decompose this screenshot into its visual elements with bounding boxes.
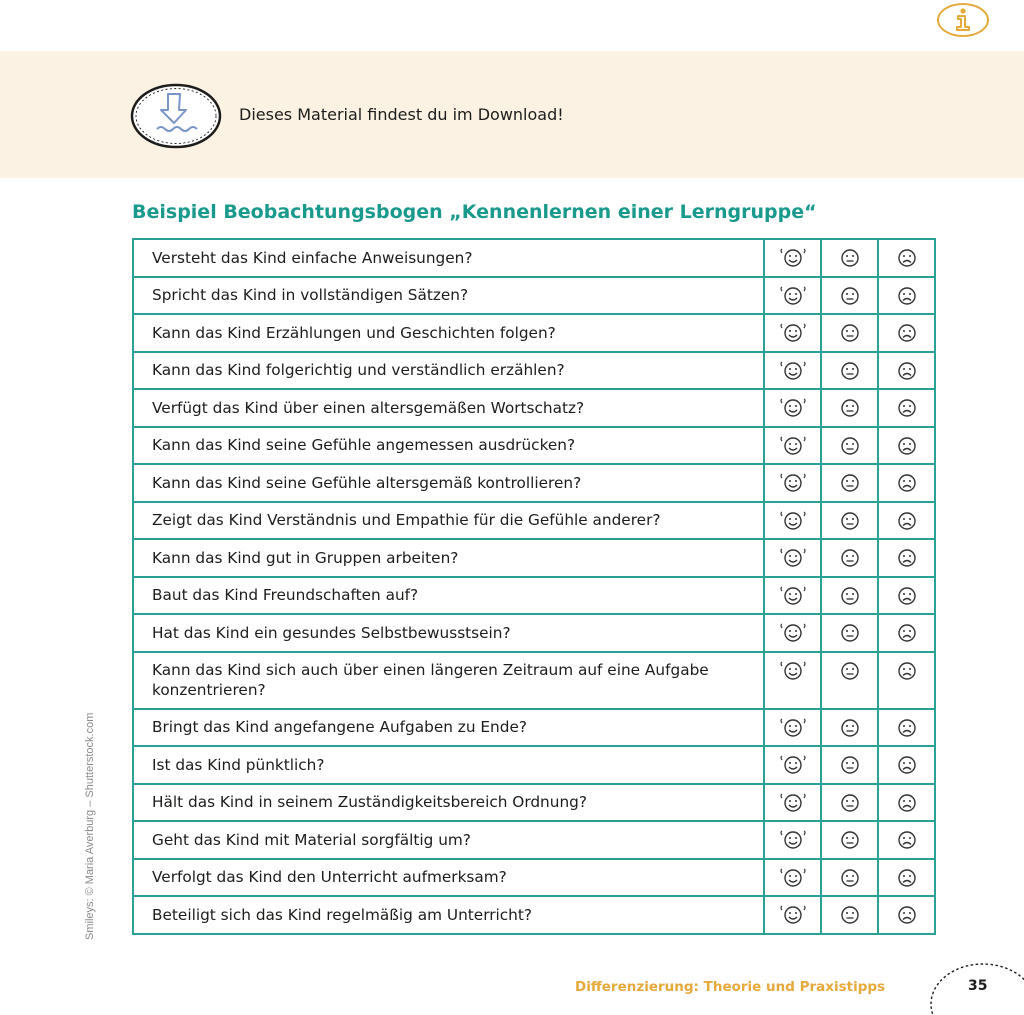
happy-face-icon xyxy=(779,793,807,817)
happy-face-icon xyxy=(779,661,807,685)
rating-cell-happy[interactable] xyxy=(764,539,821,577)
happy-face-icon xyxy=(779,323,807,347)
rating-cell-neutral[interactable] xyxy=(821,539,878,577)
table-row xyxy=(133,652,935,709)
rating-cell-sad[interactable] xyxy=(878,896,935,934)
question-cell: Kann das Kind gut in Gruppen arbeiten? xyxy=(133,539,764,577)
rating-cell-sad[interactable] xyxy=(878,277,935,315)
happy-face-icon xyxy=(779,436,807,460)
rating-cell-neutral[interactable] xyxy=(821,652,878,709)
rating-cell-sad[interactable] xyxy=(878,502,935,540)
table-row xyxy=(133,352,935,390)
sad-face-icon xyxy=(896,436,918,460)
rating-cell-neutral[interactable] xyxy=(821,464,878,502)
rating-cell-neutral[interactable] xyxy=(821,277,878,315)
rating-cell-sad[interactable] xyxy=(878,709,935,747)
question-cell: Beteiligt sich das Kind regelmäßig am Unterricht? xyxy=(133,896,764,934)
rating-cell-neutral[interactable] xyxy=(821,896,878,934)
rating-cell-happy[interactable] xyxy=(764,821,821,859)
question-cell: Kann das Kind seine Gefühle angemessen ausdrücken? xyxy=(133,427,764,465)
sad-face-icon xyxy=(896,548,918,572)
rating-cell-neutral[interactable] xyxy=(821,314,878,352)
question-cell: Kann das Kind sich auch über einen längeren Zeitraum auf eine Aufgabe konzentrieren? xyxy=(133,652,764,709)
happy-face-icon xyxy=(779,586,807,610)
rating-cell-happy[interactable] xyxy=(764,746,821,784)
question-cell: Kann das Kind seine Gefühle altersgemäß kontrollieren? xyxy=(133,464,764,502)
table-row xyxy=(133,502,935,540)
happy-face-icon xyxy=(779,905,807,929)
happy-face-icon xyxy=(779,398,807,422)
neutral-face-icon xyxy=(839,398,861,422)
rating-cell-sad[interactable] xyxy=(878,539,935,577)
sad-face-icon xyxy=(896,323,918,347)
sad-face-icon xyxy=(896,793,918,817)
rating-cell-neutral[interactable] xyxy=(821,577,878,615)
sad-face-icon xyxy=(896,473,918,497)
neutral-face-icon xyxy=(839,511,861,535)
rating-cell-sad[interactable] xyxy=(878,614,935,652)
question-cell: Kann das Kind Erzählungen und Geschichten folgen? xyxy=(133,314,764,352)
neutral-face-icon xyxy=(839,323,861,347)
download-icon xyxy=(130,83,222,149)
sad-face-icon xyxy=(896,905,918,929)
rating-cell-neutral[interactable] xyxy=(821,239,878,277)
table-row xyxy=(133,239,935,277)
question-cell: Baut das Kind Freundschaften auf? xyxy=(133,577,764,615)
sad-face-icon xyxy=(896,661,918,685)
table-row xyxy=(133,539,935,577)
rating-cell-happy[interactable] xyxy=(764,427,821,465)
question-cell: Verfügt das Kind über einen altersgemäßen Wortschatz? xyxy=(133,389,764,427)
rating-cell-happy[interactable] xyxy=(764,464,821,502)
sad-face-icon xyxy=(896,623,918,647)
info-icon xyxy=(937,3,989,37)
happy-face-icon xyxy=(779,361,807,385)
rating-cell-happy[interactable] xyxy=(764,389,821,427)
happy-face-icon xyxy=(779,755,807,779)
table-row xyxy=(133,314,935,352)
table-row xyxy=(133,389,935,427)
rating-cell-happy[interactable] xyxy=(764,652,821,709)
neutral-face-icon xyxy=(839,718,861,742)
neutral-face-icon xyxy=(839,286,861,310)
rating-cell-neutral[interactable] xyxy=(821,614,878,652)
happy-face-icon xyxy=(779,286,807,310)
neutral-face-icon xyxy=(839,586,861,610)
rating-cell-happy[interactable] xyxy=(764,277,821,315)
rating-cell-happy[interactable] xyxy=(764,239,821,277)
neutral-face-icon xyxy=(839,830,861,854)
happy-face-icon xyxy=(779,718,807,742)
question-cell: Geht das Kind mit Material sorgfältig um? xyxy=(133,821,764,859)
rating-cell-sad[interactable] xyxy=(878,577,935,615)
page-title: Beispiel Beobachtungsbogen „Kennenlernen einer Lerngruppe“ xyxy=(132,201,817,223)
footer-title: Differenzierung: Theorie und Praxistipps xyxy=(575,979,886,995)
question-cell: Zeigt das Kind Verständnis und Empathie für die Gefühle anderer? xyxy=(133,502,764,540)
table-row xyxy=(133,746,935,784)
rating-cell-sad[interactable] xyxy=(878,652,935,709)
neutral-face-icon xyxy=(839,661,861,685)
rating-cell-happy[interactable] xyxy=(764,896,821,934)
table-row xyxy=(133,821,935,859)
happy-face-icon xyxy=(779,868,807,892)
neutral-face-icon xyxy=(839,905,861,929)
rating-cell-happy[interactable] xyxy=(764,859,821,897)
sad-face-icon xyxy=(896,586,918,610)
sad-face-icon xyxy=(896,511,918,535)
rating-cell-happy[interactable] xyxy=(764,314,821,352)
sad-face-icon xyxy=(896,398,918,422)
sad-face-icon xyxy=(896,286,918,310)
neutral-face-icon xyxy=(839,623,861,647)
rating-cell-sad[interactable] xyxy=(878,352,935,390)
rating-cell-happy[interactable] xyxy=(764,577,821,615)
neutral-face-icon xyxy=(839,793,861,817)
table-row xyxy=(133,464,935,502)
rating-cell-sad[interactable] xyxy=(878,239,935,277)
sad-face-icon xyxy=(896,830,918,854)
question-cell: Ist das Kind pünktlich? xyxy=(133,746,764,784)
question-cell: Versteht das Kind einfache Anweisungen? xyxy=(133,239,764,277)
question-cell: Hat das Kind ein gesundes Selbstbewusstsein? xyxy=(133,614,764,652)
sad-face-icon xyxy=(896,248,918,272)
question-cell: Bringt das Kind angefangene Aufgaben zu Ende? xyxy=(133,709,764,747)
sad-face-icon xyxy=(896,755,918,779)
rating-cell-neutral[interactable] xyxy=(821,859,878,897)
rating-cell-happy[interactable] xyxy=(764,502,821,540)
neutral-face-icon xyxy=(839,868,861,892)
neutral-face-icon xyxy=(839,248,861,272)
happy-face-icon xyxy=(779,248,807,272)
rating-cell-sad[interactable] xyxy=(878,389,935,427)
question-cell: Hält das Kind in seinem Zuständigkeitsbereich Ordnung? xyxy=(133,784,764,822)
question-cell: Kann das Kind folgerichtig und verständlich erzählen? xyxy=(133,352,764,390)
page-number: 35 xyxy=(968,978,988,994)
rating-cell-happy[interactable] xyxy=(764,352,821,390)
rating-cell-neutral[interactable] xyxy=(821,746,878,784)
sad-face-icon xyxy=(896,868,918,892)
rating-cell-neutral[interactable] xyxy=(821,821,878,859)
rating-cell-neutral[interactable] xyxy=(821,784,878,822)
table-row xyxy=(133,577,935,615)
table-row xyxy=(133,427,935,465)
happy-face-icon xyxy=(779,473,807,497)
happy-face-icon xyxy=(779,548,807,572)
question-cell: Verfolgt das Kind den Unterricht aufmerksam? xyxy=(133,859,764,897)
happy-face-icon xyxy=(779,623,807,647)
rating-cell-sad[interactable] xyxy=(878,464,935,502)
rating-cell-happy[interactable] xyxy=(764,784,821,822)
rating-cell-happy[interactable] xyxy=(764,614,821,652)
neutral-face-icon xyxy=(839,436,861,460)
table-row xyxy=(133,709,935,747)
observation-table xyxy=(132,238,936,935)
sad-face-icon xyxy=(896,361,918,385)
image-credit: Smileys: © Maria Averburg – Shutterstock.com xyxy=(84,712,96,940)
rating-cell-sad[interactable] xyxy=(878,859,935,897)
rating-cell-neutral[interactable] xyxy=(821,709,878,747)
sad-face-icon xyxy=(896,718,918,742)
neutral-face-icon xyxy=(839,548,861,572)
rating-cell-neutral[interactable] xyxy=(821,389,878,427)
question-cell: Spricht das Kind in vollständigen Sätzen? xyxy=(133,277,764,315)
neutral-face-icon xyxy=(839,361,861,385)
table-row xyxy=(133,896,935,934)
neutral-face-icon xyxy=(839,473,861,497)
rating-cell-neutral[interactable] xyxy=(821,352,878,390)
rating-cell-sad[interactable] xyxy=(878,427,935,465)
neutral-face-icon xyxy=(839,755,861,779)
rating-cell-sad[interactable] xyxy=(878,314,935,352)
table-row xyxy=(133,859,935,897)
rating-cell-neutral[interactable] xyxy=(821,502,878,540)
rating-cell-neutral[interactable] xyxy=(821,427,878,465)
table-row xyxy=(133,614,935,652)
banner-text: Dieses Material findest du im Download! xyxy=(239,105,564,124)
table-row xyxy=(133,277,935,315)
happy-face-icon xyxy=(779,511,807,535)
rating-cell-sad[interactable] xyxy=(878,746,935,784)
rating-cell-sad[interactable] xyxy=(878,784,935,822)
rating-cell-sad[interactable] xyxy=(878,821,935,859)
happy-face-icon xyxy=(779,830,807,854)
rating-cell-happy[interactable] xyxy=(764,709,821,747)
table-row xyxy=(133,784,935,822)
